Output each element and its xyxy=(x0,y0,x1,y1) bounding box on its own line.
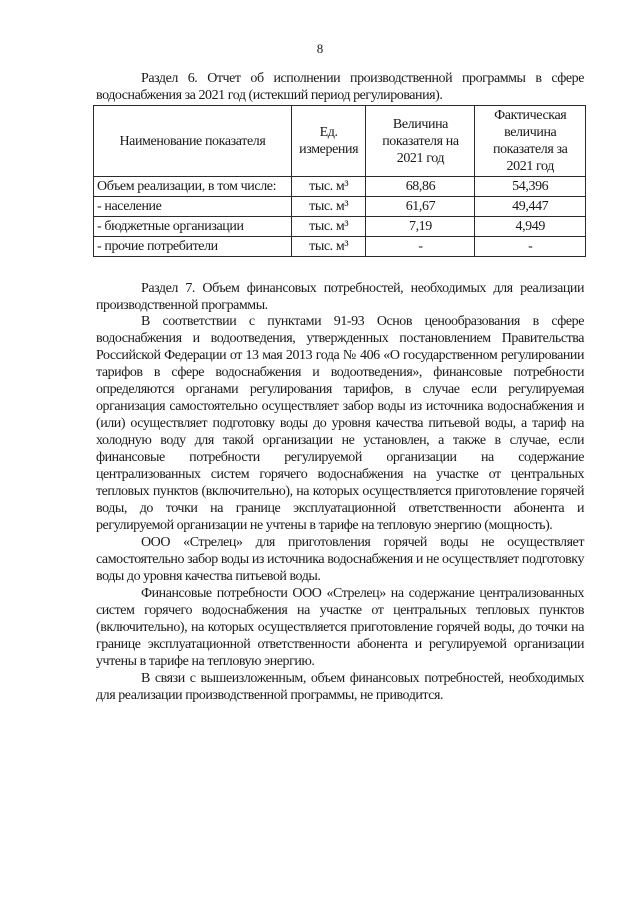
paragraph: В соответствии с пунктами 91-93 Основ ценообразования в сфере водоснабжения и водоотведения, утвержденных постановлением Правительства Российской Федерации от 13 мая 2013 года № 406 «О государственном регулировании тарифов в сфере водоснабжения и водоотведения», финансовые потребности определяются органами регулирования тарифов, в случае если регулируемая организация самостоятельно осуществляет забор воды из источника водоснабжения и (или) осуществляет подготовку воды до уровня качества питьевой воды, а тариф на холодную воду для такой организации не установлен, а также в случае, если финансовые потребности регулируемой организации на содержание централизованных систем горячего водоснабжения на участке от центральных тепловых пунктов (включительно), на которых осуществляется приготовление горячей воды, до точки на границе эксплуатационной ответственности абонента и регулируемой организации не учтены в тарифе на тепловую энергию (мощность). xyxy=(96,314,584,533)
row-unit: тыс. м³ xyxy=(291,177,366,197)
table-header-row xyxy=(94,106,586,177)
row-unit: тыс. м³ xyxy=(291,197,366,217)
row-label: - население xyxy=(94,197,292,217)
row-actual: - xyxy=(475,237,586,257)
row-planned: 68,86 xyxy=(366,177,475,197)
section-7-heading xyxy=(96,280,584,314)
paragraph: ООО «Стрелец» для приготовления горячей воды не осуществляет самостоятельно забор воды из источника водоснабжения и не осуществляет подготовку воды до уровня качества питьевой воды. xyxy=(96,535,584,584)
paragraph: Финансовые потребности ООО «Стрелец» на содержание централизованных систем горячего водоснабжения на участке от центральных тепловых пунктов (включительно), на которых осуществляется приготовление горячей воды, до точки на границе эксплуатационной ответственности абонента и регулируемой организации учтены в тарифе на тепловую энергию. xyxy=(96,586,584,669)
table-row xyxy=(94,197,586,217)
page-number: 8 xyxy=(316,41,324,56)
row-label: - прочие потребители xyxy=(94,237,292,257)
table-row xyxy=(94,177,586,197)
header-indicator-name: Наименование показателя xyxy=(94,106,292,177)
row-actual: 54,396 xyxy=(475,177,586,197)
row-actual: 49,447 xyxy=(475,197,586,217)
section-6-heading-text: Раздел 6. Отчет об исполнении производственной программы в сфере водоснабжения за 2021 год (истекший период регулирования). xyxy=(96,71,584,103)
row-actual: 4,949 xyxy=(475,217,586,237)
section-7-heading-text: Раздел 7. Объем финансовых потребностей, необходимых для реализации производственной программы. xyxy=(96,281,584,313)
row-label: Объем реализации, в том числе: xyxy=(94,177,292,197)
header-unit: Ед. измерения xyxy=(291,106,366,177)
header-actual-value: Фактическая величина показателя за 2021 год xyxy=(475,106,586,177)
row-planned: - xyxy=(366,237,475,257)
row-unit: тыс. м³ xyxy=(291,237,366,257)
table-row xyxy=(94,237,586,257)
section-6-heading xyxy=(96,70,584,104)
table-row xyxy=(94,217,586,237)
header-planned-value: Величина показателя на 2021 год xyxy=(366,106,475,177)
paragraph: В связи с вышеизложенным, объем финансовых потребностей, необходимых для реализации производственной программы, не приводится. xyxy=(96,671,584,703)
row-unit: тыс. м³ xyxy=(291,217,366,237)
row-planned: 61,67 xyxy=(366,197,475,217)
production-program-report-table xyxy=(93,105,586,257)
section-7-body xyxy=(96,313,584,704)
row-label: - бюджетные организации xyxy=(94,217,292,237)
row-planned: 7,19 xyxy=(366,217,475,237)
